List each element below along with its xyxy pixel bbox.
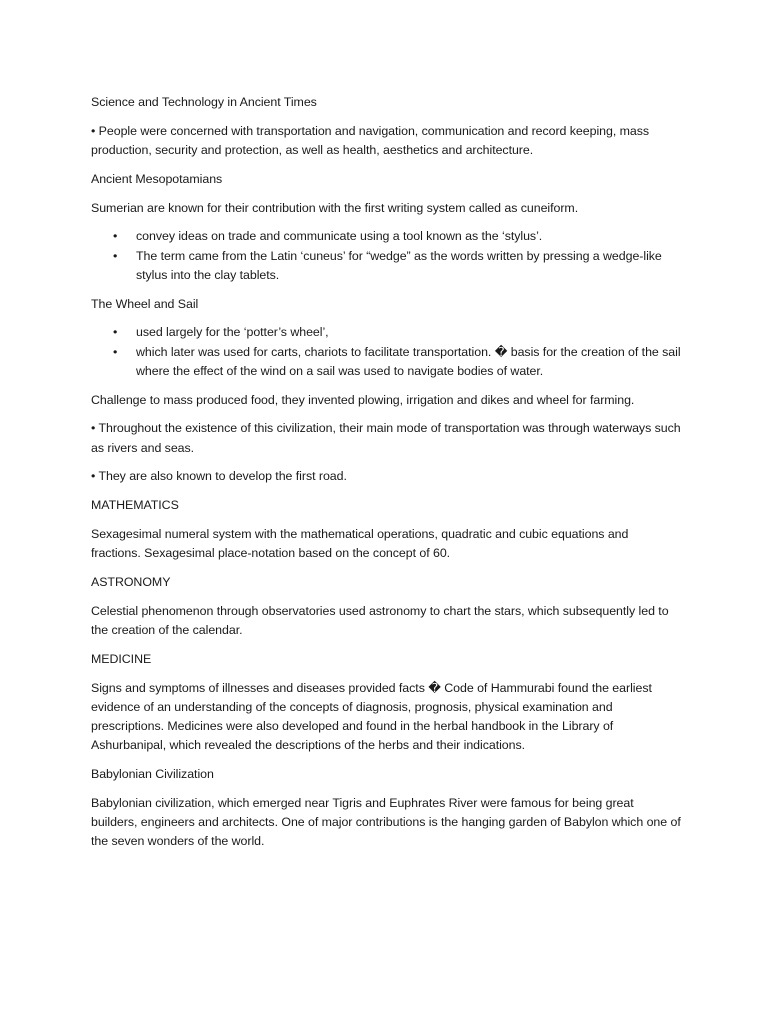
- document-title: Science and Technology in Ancient Times: [91, 95, 317, 109]
- list-item-text: used largely for the ‘potter’s wheel’,: [136, 325, 329, 340]
- list-item: [91, 227, 681, 246]
- wheel-heading: The Wheel and Sail: [91, 296, 199, 311]
- sumerian-paragraph: Sumerian are known for their contribution with the first writing system called as cuneiform.: [91, 200, 579, 215]
- mathematics-heading: MATHEMATICS: [91, 498, 179, 513]
- medicine-paragraph: Signs and symptoms of illnesses and diseases provided facts � Code of Hammurabi found the earliest evidence of an understanding of the concepts of diagnosis, prognosis, physical examination and prescriptions. Medicines were also developed and found in the herbal handbook in the Library of Ashurbanipal, which revealed the descriptions of the herbs and their indications.: [91, 680, 652, 753]
- astronomy-paragraph: Celestial phenomenon through observatories used astronomy to chart the stars, which subsequently led to the creation of the calendar.: [91, 603, 669, 637]
- intro-paragraph: • People were concerned with transportation and navigation, communication and record keeping, mass production, security and protection, as well as health, aesthetics and architecture.: [91, 123, 650, 157]
- road-paragraph: • They are also known to develop the first road.: [91, 469, 347, 484]
- babylonian-paragraph: Babylonian civilization, which emerged near Tigris and Euphrates River were famous for being great builders, engineers and architects. One of major contributions is the hanging garden of Babylon which one of the seven wonders of the world.: [91, 795, 681, 849]
- bullet-icon: •: [113, 344, 118, 359]
- mesopotamia-heading: Ancient Mesopotamians: [91, 171, 223, 186]
- list-item-text: The term came from the Latin ‘cuneus’ for “wedge” as the words written by pressing a wedge-like stylus into the clay tablets.: [136, 248, 662, 282]
- medicine-heading: MEDICINE: [91, 651, 152, 666]
- mathematics-paragraph: Sexagesimal numeral system with the mathematical operations, quadratic and cubic equations and fractions. Sexagesimal place-notation based on the concept of 60.: [91, 526, 629, 561]
- bullet-icon: •: [113, 229, 118, 244]
- bullet-icon: •: [113, 248, 118, 263]
- wheel-bullet-list: [91, 323, 681, 381]
- waterways-paragraph: • Throughout the existence of this civilization, their main mode of transportation was through waterways such as rivers and seas.: [91, 421, 681, 455]
- list-item: [91, 247, 681, 285]
- bullet-icon: •: [113, 325, 118, 340]
- list-item: [91, 323, 681, 342]
- list-item-text: which later was used for carts, chariots to facilitate transportation. � basis for the creation of the sail where the effect of the wind on a sail was used to navigate bodies of water.: [136, 344, 681, 378]
- farming-paragraph: Challenge to mass produced food, they invented plowing, irrigation and dikes and wheel for farming.: [91, 392, 635, 407]
- list-item-text: convey ideas on trade and communicate using a tool known as the ‘stylus’.: [136, 229, 543, 244]
- astronomy-heading: ASTRONOMY: [91, 574, 171, 589]
- cuneiform-bullet-list: [91, 227, 681, 285]
- list-item: [91, 343, 681, 381]
- document-page: [91, 93, 681, 861]
- babylonian-heading: Babylonian Civilization: [91, 766, 214, 781]
